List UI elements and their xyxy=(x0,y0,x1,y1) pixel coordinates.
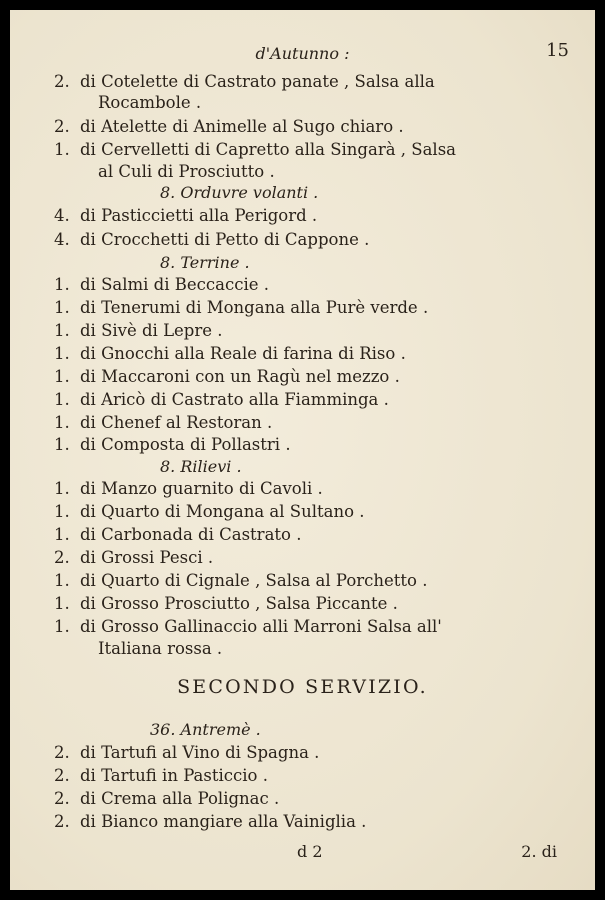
list-item: 1. di Quarto di Mongana al Sultano . xyxy=(54,502,365,521)
list-item-continuation: al Culi di Prosciutto . xyxy=(98,162,275,181)
list-item: 1. di Sivè di Lepre . xyxy=(54,321,223,340)
list-item: 1. di Tenerumi di Mongana alla Purè verde . xyxy=(54,298,429,317)
heading-rilievi: 8. Rilievi . xyxy=(160,457,242,476)
list-item: 2. di Tartufi in Pasticcio . xyxy=(54,766,268,785)
list-item: 1. di Composta di Pollastri . xyxy=(54,435,291,454)
list-item: 1. di Maccaroni con un Ragù nel mezzo . xyxy=(54,367,400,386)
list-item: 1. di Carbonada di Castrato . xyxy=(54,525,302,544)
list-item: 1. di Grosso Gallinaccio alli Marroni Salsa all' xyxy=(54,617,442,636)
list-item: 2. di Bianco mangiare alla Vainiglia . xyxy=(54,812,367,831)
list-item: 2. di Cotelette di Castrato panate , Salsa alla xyxy=(54,72,435,91)
list-item: 1. di Chenef al Restoran . xyxy=(54,413,273,432)
list-item: 1. di Salmi di Beccaccie . xyxy=(54,275,269,294)
signature-mark: d 2 xyxy=(297,842,323,861)
list-item: 2. di Crema alla Polignac . xyxy=(54,789,280,808)
heading-orduvre: 8. Orduvre volanti . xyxy=(160,183,319,202)
list-item: 1. di Gnocchi alla Reale di farina di Riso . xyxy=(54,344,406,363)
list-item: 4. di Pasticcietti alla Perigord . xyxy=(54,206,318,225)
list-item: 4. di Crocchetti di Petto di Cappone . xyxy=(54,230,370,249)
list-item: 1. di Quarto di Cignale , Salsa al Porchetto . xyxy=(54,571,428,590)
list-item-continuation: Italiana rossa . xyxy=(98,639,223,658)
list-item: 2. di Grossi Pesci . xyxy=(54,548,214,567)
catchword: 2. di xyxy=(521,842,557,861)
list-item: 2. di Atelette di Animelle al Sugo chiaro . xyxy=(54,117,404,136)
list-item-continuation: Rocambole . xyxy=(98,93,202,112)
heading-antreme: 36. Antremè . xyxy=(150,720,261,739)
page-number: 15 xyxy=(546,40,569,61)
running-head: d'Autunno : xyxy=(255,44,350,63)
list-item: 1. di Grosso Prosciutto , Salsa Piccante . xyxy=(54,594,398,613)
list-item: 2. di Tartufi al Vino di Spagna . xyxy=(54,743,320,762)
list-item: 1. di Cervelletti di Capretto alla Singarà , Salsa xyxy=(54,140,457,159)
section-title: SECONDO SERVIZIO. xyxy=(177,676,428,698)
book-page xyxy=(10,10,595,890)
list-item: 1. di Manzo guarnito di Cavoli . xyxy=(54,479,323,498)
list-item: 1. di Aricò di Castrato alla Fiamminga . xyxy=(54,390,389,409)
heading-terrine: 8. Terrine . xyxy=(160,253,250,272)
